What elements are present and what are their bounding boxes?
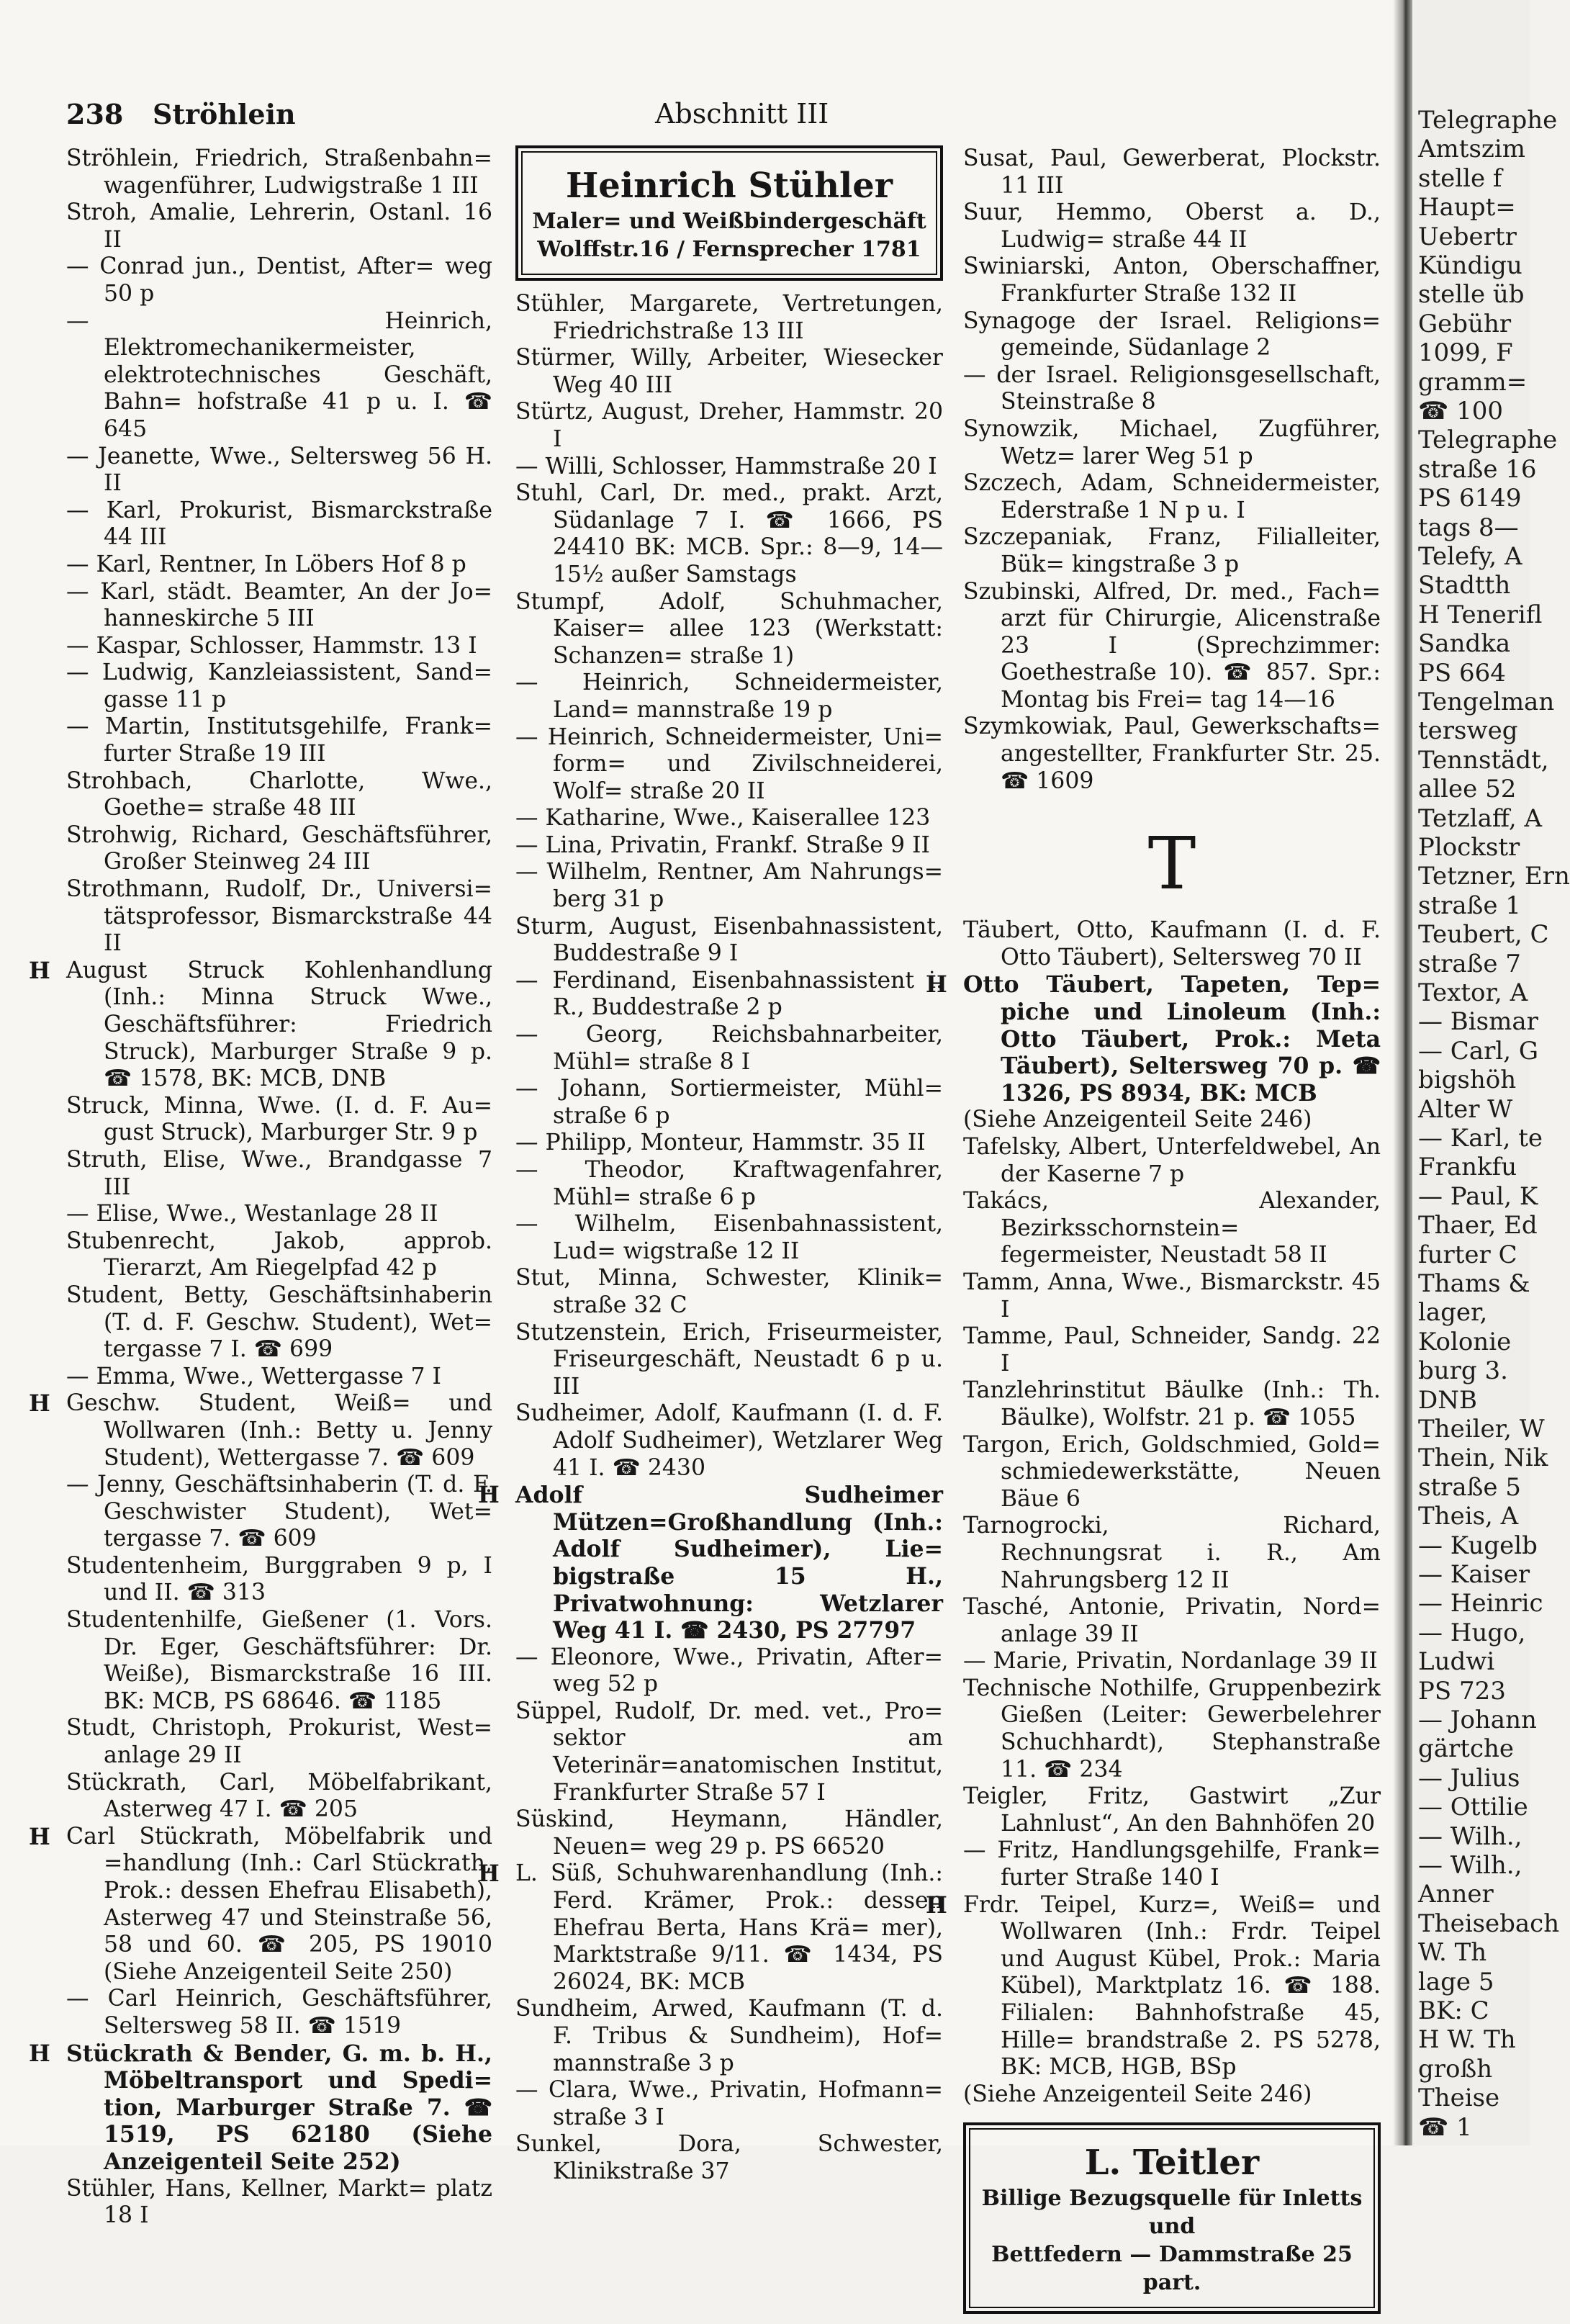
business-entry: H Frdr. Teipel, Kurz=, Weiß= und Wollwaren (Inh.: Frdr. Teipel und August Kübel, Prok.: Maria Kübel), Marktplatz 16. ☎ 188. Filialen: Bahnhofstraße 45, Hille= brandstraße 2. PS 5278, BK: MCB, HGB, BSp bbox=[963, 1892, 1381, 2081]
directory-entry: Stuhl, Carl, Dr. med., prakt. Arzt, Südanlage 7 I. ☎ 1666, PS 24410 BK: MCB. Spr.: 8—9, 14—15½ außer Samstags bbox=[515, 480, 943, 587]
directory-entry: Stückrath, Carl, Möbelfabrikant, Asterweg 47 I. ☎ 205 bbox=[66, 1769, 492, 1823]
advert-line: Bettfedern — Dammstraße 25 part. bbox=[991, 2242, 1353, 2296]
advert-name: Heinrich Stühler bbox=[565, 166, 893, 206]
next-page-fragment: Thein, Nik bbox=[1418, 1444, 1548, 1473]
column-3-s-entries bbox=[963, 145, 1381, 795]
next-page-fragment: Telegraphe bbox=[1418, 106, 1558, 135]
directory-entry: (Siehe Anzeigenteil Seite 246) bbox=[963, 2081, 1312, 2107]
section-heading: Abschnitt III bbox=[655, 98, 829, 130]
next-page-fragment: allee 52 bbox=[1418, 775, 1517, 804]
directory-entry: (Siehe Anzeigenteil Seite 246) bbox=[963, 1107, 1312, 1133]
next-page-fragment: DNB bbox=[1418, 1385, 1477, 1415]
directory-entry: Struth, Elise, Wwe., Brandgasse 7 III bbox=[66, 1146, 492, 1200]
directory-entry: — Jenny, Geschäftsinhaberin (T. d. F. Geschwister Student), Wet= tergasse 7. ☎ 609 bbox=[66, 1472, 492, 1552]
directory-entry: Studentenheim, Burggraben 9 p, I und II. ☎ 313 bbox=[66, 1552, 492, 1606]
next-page-fragment: ☎ 100 bbox=[1418, 397, 1504, 425]
directory-entry: Stutzenstein, Erich, Friseurmeister, Friseurgeschäft, Neustadt 6 p u. III bbox=[515, 1319, 943, 1400]
next-page-fragment: Anner bbox=[1418, 1880, 1494, 1909]
directory-entry: — Heinrich, Schneidermeister, Land= mannstraße 19 p bbox=[515, 670, 943, 723]
advert-name: L. Teitler bbox=[1084, 2143, 1260, 2184]
directory-entry: — Karl, Prokurist, Bismarckstraße 44 III bbox=[66, 497, 492, 551]
directory-entry: Täubert, Otto, Kaufmann (I. d. F. Otto Täubert), Seltersweg 70 II bbox=[963, 917, 1381, 970]
directory-entry: Tarnogrocki, Richard, Rechnungsrat i. R., Am Nahrungsberg 12 II bbox=[963, 1513, 1381, 1593]
directory-entry: — Ferdinand, Eisenbahnassistent i. R., Buddestraße 2 p bbox=[515, 967, 943, 1021]
directory-entry: Strohwig, Richard, Geschäftsführer, Großer Steinweg 24 III bbox=[66, 821, 492, 875]
directory-entry: Strohbach, Charlotte, Wwe., Goethe= straße 48 III bbox=[66, 767, 492, 821]
directory-entry: — Martin, Institutsgehilfe, Frank= furter Straße 19 III bbox=[66, 713, 492, 767]
directory-entry: Technische Nothilfe, Gruppenbezirk Gießen (Leiter: Gewerbelehrer Schuchhardt), Stephanstraße 11. ☎ 234 bbox=[963, 1675, 1381, 1783]
next-page-fragment: Alter W bbox=[1418, 1094, 1513, 1124]
column-3 bbox=[963, 145, 1381, 2324]
directory-entry: — Wilhelm, Eisenbahnassistent, Lud= wigstraße 12 II bbox=[515, 1211, 943, 1264]
next-page-fragment: PS 664 bbox=[1418, 658, 1506, 688]
directory-entry: Strothmann, Rudolf, Dr., Universi= tätsprofessor, Bismarckstraße 44 II bbox=[66, 876, 492, 957]
next-page-fragment: — Wilh., bbox=[1418, 1821, 1522, 1851]
next-page-fragment: — Ottilie bbox=[1418, 1793, 1528, 1822]
directory-entry: Student, Betty, Geschäftsinhaberin (T. d. F. Geschw. Student), Wet= tergasse 7 I. ☎ 699 bbox=[66, 1282, 492, 1363]
running-head: Ströhlein bbox=[153, 98, 296, 130]
directory-entry: Ströhlein, Friedrich, Straßenbahn= wagenführer, Ludwigstraße 1 III bbox=[66, 145, 492, 199]
directory-entry: Susat, Paul, Gewerberat, Plockstr. 11 III bbox=[963, 145, 1381, 199]
business-entry: H Carl Stückrath, Möbelfabrik und =handlung (Inh.: Carl Stückrath, Prok.: dessen Ehefrau Elisabeth), Asterweg 47 und Steinstraße 56, 58 und 60. ☎ 205, PS 19010 (Siehe Anzeigenteil Seite 250) bbox=[66, 1824, 492, 1986]
business-entry: H Stückrath & Bender, G. m. b. H., Möbeltransport und Spedi= tion, Marburger Straße 7. ☎ 1519, PS 62180 (Siehe Anzeigenteil Seite 252) bbox=[66, 2040, 492, 2176]
next-page-fragment: Uebertr bbox=[1418, 222, 1517, 251]
business-entry: H L. Süß, Schuhwarenhandlung (Inh.: Ferd. Krämer, Prok.: dessen Ehefrau Berta, Hans Krä= mer), Marktstraße 9/11. ☎ 1434, PS 26024, BK: MCB bbox=[515, 1860, 943, 1996]
next-page-fragment: Ludwi bbox=[1418, 1647, 1495, 1677]
page-number: 238 bbox=[66, 98, 124, 130]
directory-entry: Targon, Erich, Goldschmied, Gold= schmiedewerkstätte, Neuen Bäue 6 bbox=[963, 1431, 1381, 1512]
column-2 bbox=[515, 145, 943, 2186]
directory-entry: Studentenhilfe, Gießener (1. Vors. Dr. Eger, Geschäftsführer: Dr. Weiße), Bismarckstraße 16 III. BK: MCB, PS 68646. ☎ 1185 bbox=[66, 1607, 492, 1714]
directory-entry: — Elise, Wwe., Westanlage 28 II bbox=[66, 1201, 438, 1228]
next-page-fragment: furter C bbox=[1418, 1240, 1517, 1269]
directory-entry: Sunkel, Dora, Schwester, Klinikstraße 37 bbox=[515, 2131, 943, 2184]
directory-entry: — Philipp, Monteur, Hammstr. 35 II bbox=[515, 1130, 926, 1156]
next-page-fragment: stelle üb bbox=[1418, 280, 1525, 310]
next-page-fragment: H W. Th bbox=[1418, 2025, 1516, 2055]
directory-entry: — Clara, Wwe., Privatin, Hofmann= straße 3 I bbox=[515, 2077, 943, 2130]
next-page-fragment: gramm= bbox=[1418, 367, 1528, 397]
directory-entry: — Eleonore, Wwe., Privatin, After= weg 52 p bbox=[515, 1644, 943, 1698]
directory-entry: Tafelsky, Albert, Unterfeldwebel, An der Kaserne 7 p bbox=[963, 1134, 1381, 1187]
directory-entry: Szczech, Adam, Schneidermeister, Ederstraße 1 N p u. I bbox=[963, 470, 1381, 523]
next-page-fragment: großh bbox=[1418, 2054, 1493, 2084]
directory-entry: Stürmer, Willy, Arbeiter, Wiesecker Weg 40 III bbox=[515, 345, 943, 398]
directory-entry: — Ludwig, Kanzleiassistent, Sand= gasse 11 p bbox=[66, 659, 492, 713]
directory-entry: Süskind, Heymann, Händler, Neuen= weg 29 p. PS 66520 bbox=[515, 1806, 943, 1860]
next-page-fragment: Theis, A bbox=[1418, 1502, 1519, 1531]
next-page-fragment: straße 5 bbox=[1418, 1472, 1521, 1502]
directory-entry: — Willi, Schlosser, Hammstraße 20 I bbox=[515, 453, 937, 479]
directory-entry: Synagoge der Israel. Religions= gemeinde, Südanlage 2 bbox=[963, 307, 1381, 361]
book-gutter bbox=[1393, 0, 1415, 2145]
business-entry: H Otto Täubert, Tapeten, Tep= piche und Linoleum (Inh.: Otto Täubert, Prok.: Meta Täubert), Seltersweg 70 p. ☎ 1326, PS 8934, BK: MCB bbox=[963, 971, 1381, 1107]
next-page-fragment: straße 7 bbox=[1418, 949, 1521, 978]
directory-entry: — Theodor, Kraftwagenfahrer, Mühl= straße 6 p bbox=[515, 1157, 943, 1210]
next-page-fragment: Tetzlaff, A bbox=[1418, 803, 1542, 833]
next-page-fragment: Kolonie bbox=[1418, 1327, 1512, 1356]
advert-line: Billige Bezugsquelle für Inletts und bbox=[981, 2186, 1363, 2240]
next-page-fragment: Tetzner, Ern bbox=[1418, 862, 1570, 891]
directory-entry: — Wilhelm, Rentner, Am Nahrungs= berg 31 p bbox=[515, 859, 943, 913]
directory-entry: Stubenrecht, Jakob, approb. Tierarzt, Am Riegelpfad 42 p bbox=[66, 1228, 492, 1282]
next-page-fragment: Telegraphe bbox=[1418, 425, 1558, 455]
directory-entry: — Conrad jun., Dentist, After= weg 50 p bbox=[66, 253, 492, 307]
directory-entry: Sturm, August, Eisenbahnassistent, Buddestraße 9 I bbox=[515, 913, 943, 967]
next-page-fragment: Tennstädt, bbox=[1418, 745, 1549, 775]
directory-entry: Studt, Christoph, Prokurist, West= anlage 29 II bbox=[66, 1715, 492, 1769]
directory-entry: — Karl, städt. Beamter, An der Jo= hanneskirche 5 III bbox=[66, 578, 492, 632]
next-page-edge bbox=[1412, 0, 1570, 2145]
next-page-fragment: stelle f bbox=[1418, 163, 1502, 193]
directory-entry: — Carl Heinrich, Geschäftsführer, Seltersweg 58 II. ☎ 1519 bbox=[66, 1986, 492, 2039]
next-page-fragment: — Heinric bbox=[1418, 1589, 1543, 1618]
next-page-fragment: tersweg bbox=[1418, 716, 1518, 746]
column-1 bbox=[66, 145, 492, 2230]
directory-entry: — Emma, Wwe., Wettergasse 7 I bbox=[66, 1363, 441, 1390]
directory-entry: — Karl, Rentner, In Löbers Hof 8 p bbox=[66, 551, 466, 577]
next-page-fragment: — Julius bbox=[1418, 1763, 1520, 1793]
directory-entry: — Marie, Privatin, Nordanlage 39 II bbox=[963, 1648, 1378, 1675]
next-page-fragment: straße 1 bbox=[1418, 891, 1521, 920]
column-2-entries bbox=[515, 291, 943, 2186]
next-page-fragment: Theise bbox=[1418, 2084, 1500, 2113]
directory-entry: — Georg, Reichsbahnarbeiter, Mühl= straße 8 I bbox=[515, 1022, 943, 1075]
directory-entry: Szymkowiak, Paul, Gewerkschafts= angestellter, Frankfurter Str. 25. ☎ 1609 bbox=[963, 713, 1381, 794]
directory-entry: Tamm, Anna, Wwe., Bismarckstr. 45 I bbox=[963, 1269, 1381, 1323]
advert-line: Wolffstr.16 / Fernsprecher 1781 bbox=[537, 237, 921, 262]
next-page-fragment: Telefy, A bbox=[1418, 542, 1522, 571]
directory-entry: Suur, Hemmo, Oberst a. D., Ludwig= straße 44 II bbox=[963, 199, 1381, 253]
directory-entry: — Lina, Privatin, Frankf. Straße 9 II bbox=[515, 832, 930, 858]
section-letter: T bbox=[1147, 821, 1196, 906]
directory-entry: Stürtz, August, Dreher, Hammstr. 20 I bbox=[515, 399, 943, 452]
next-page-fragment: ☎ 1 bbox=[1418, 2112, 1472, 2142]
directory-entry: Struck, Minna, Wwe. (I. d. F. Au= gust Struck), Marburger Str. 9 p bbox=[66, 1092, 492, 1146]
next-page-fragment: burg 3. bbox=[1418, 1356, 1508, 1386]
directory-entry: — Heinrich, Schneidermeister, Uni= form= und Zivilschneiderei, Wolf= straße 20 II bbox=[515, 724, 943, 804]
next-page-fragment: straße 16 bbox=[1418, 454, 1537, 484]
next-page-fragment: — Kugelb bbox=[1418, 1531, 1538, 1560]
next-page-fragment: lage 5 bbox=[1418, 1967, 1494, 1996]
next-page-fragment: Kündigu bbox=[1418, 251, 1522, 280]
directory-entry: — der Israel. Religionsgesellschaft, Steinstraße 8 bbox=[963, 361, 1381, 415]
next-page-fragment: Thaer, Ed bbox=[1418, 1211, 1538, 1240]
next-page-fragment: — Carl, G bbox=[1418, 1036, 1538, 1066]
next-page-fragment: PS 6149 bbox=[1418, 484, 1522, 513]
directory-entry: Swiniarski, Anton, Oberschaffner, Frankfurter Straße 132 II bbox=[963, 253, 1381, 307]
next-page-fragment: Gebühr bbox=[1418, 309, 1512, 338]
directory-entry: Szczepaniak, Franz, Filialleiter, Bük= kingstraße 3 p bbox=[963, 524, 1381, 577]
next-page-fragment: gärtche bbox=[1418, 1734, 1515, 1764]
advert-teitler bbox=[963, 2122, 1381, 2314]
next-page-fragment: Theisebach bbox=[1418, 1909, 1560, 1938]
next-page-fragment: BK: C bbox=[1418, 1996, 1489, 2025]
directory-entry: Takács, Alexander, Bezirksschornstein= fegermeister, Neustadt 58 II bbox=[963, 1188, 1381, 1269]
next-page-fragment: Plockstr bbox=[1418, 833, 1520, 862]
directory-entry: Szubinski, Alfred, Dr. med., Fach= arzt für Chirurgie, Alicenstraße 23 I (Sprechzimmer: Goethestraße 10). ☎ 857. Spr.: Montag bis Frei= tag 14—16 bbox=[963, 578, 1381, 713]
advert-line: Maler= und Weißbindergeschäft bbox=[532, 209, 926, 234]
next-page-fragment: Thams & bbox=[1418, 1269, 1530, 1298]
directory-entry: Stühler, Margarete, Vertretungen, Friedrichstraße 13 III bbox=[515, 291, 943, 344]
next-page-fragment: Haupt= bbox=[1418, 193, 1516, 222]
next-page-fragment: 1099, F bbox=[1418, 338, 1513, 368]
directory-entry: — Kaspar, Schlosser, Hammstr. 13 I bbox=[66, 632, 477, 659]
next-page-fragment: — Kaiser bbox=[1418, 1560, 1530, 1589]
directory-entry: Stumpf, Adolf, Schuhmacher, Kaiser= allee 123 (Werkstatt: Schanzen= straße 1) bbox=[515, 588, 943, 669]
next-page-fragment: Stadtth bbox=[1418, 571, 1511, 600]
next-page-fragment: Frankfu bbox=[1418, 1153, 1517, 1182]
directory-entry: Stut, Minna, Schwester, Klinik= straße 32 C bbox=[515, 1265, 943, 1318]
next-page-fragment: — Johann bbox=[1418, 1706, 1537, 1734]
column-3-t-entries bbox=[963, 917, 1381, 2108]
business-entry: H Geschw. Student, Weiß= und Wollwaren (Inh.: Betty u. Jenny Student), Wettergasse 7. ☎ 609 bbox=[66, 1390, 492, 1472]
directory-entry: — Jeanette, Wwe., Seltersweg 56 H. II bbox=[66, 443, 492, 497]
directory-entry: Tanzlehrinstitut Bäulke (Inh.: Th. Bäulke), Wolfstr. 21 p. ☎ 1055 bbox=[963, 1377, 1381, 1431]
directory-entry: Teigler, Fritz, Gastwirt „Zur Lahnlust“, An den Bahnhöfen 20 bbox=[963, 1783, 1381, 1837]
next-page-fragment: PS 723 bbox=[1418, 1676, 1506, 1706]
business-entry: H August Struck Kohlenhandlung (Inh.: Minna Struck Wwe., Geschäftsführer: Friedrich Struck), Marburger Straße 9 p. ☎ 1578, BK: MCB, DNB bbox=[66, 958, 492, 1093]
directory-entry: Synowzik, Michael, Zugführer, Wetz= larer Weg 51 p bbox=[963, 415, 1381, 469]
next-page-fragment: tags 8— bbox=[1418, 513, 1519, 542]
next-page-fragment: Theiler, W bbox=[1418, 1415, 1545, 1444]
next-page-fragment: Teubert, C bbox=[1418, 920, 1549, 950]
directory-entry: — Fritz, Handlungsgehilfe, Frank= furter Straße 140 I bbox=[963, 1837, 1381, 1891]
directory-entry: — Johann, Sortiermeister, Mühl= straße 6 p bbox=[515, 1076, 943, 1129]
directory-entry: Tasché, Antonie, Privatin, Nord= anlage 39 II bbox=[963, 1594, 1381, 1647]
next-page-fragment: W. Th bbox=[1418, 1938, 1487, 1968]
next-page-fragment: — Hugo, bbox=[1418, 1618, 1526, 1647]
directory-entry: Stroh, Amalie, Lehrerin, Ostanl. 16 II bbox=[66, 199, 492, 253]
advert-heinrich-stuehler bbox=[515, 145, 943, 281]
directory-entry: Sudheimer, Adolf, Kaufmann (I. d. F. Adolf Sudheimer), Wetzlarer Weg 41 I. ☎ 2430 bbox=[515, 1400, 943, 1481]
next-page-fragment: — Karl, te bbox=[1418, 1124, 1543, 1153]
directory-entry: Tamme, Paul, Schneider, Sandg. 22 I bbox=[963, 1323, 1381, 1377]
next-page-fragment: — Paul, K bbox=[1418, 1181, 1538, 1211]
next-page-fragment: lager, bbox=[1418, 1298, 1488, 1328]
directory-entry: — Heinrich, Elektromechanikermeister, elektrotechnisches Geschäft, Bahn= hofstraße 41 p u. I. ☎ 645 bbox=[66, 307, 492, 442]
directory-entry: Stühler, Hans, Kellner, Markt= platz 18 I bbox=[66, 2175, 492, 2229]
directory-entry: Süppel, Rudolf, Dr. med. vet., Pro= sektor am Veterinär=anatomischen Institut, Frankfurter Straße 57 I bbox=[515, 1698, 943, 1806]
next-page-fragment: Textor, A bbox=[1418, 978, 1528, 1007]
directory-entry: — Katharine, Wwe., Kaiserallee 123 bbox=[515, 805, 931, 832]
next-page-fragment: Sandka bbox=[1418, 629, 1511, 659]
next-page-fragment: — Bismar bbox=[1418, 1007, 1538, 1037]
next-page-fragment: — Wilh., bbox=[1418, 1851, 1522, 1880]
directory-entry: Sundheim, Arwed, Kaufmann (T. d. F. Tribus & Sundheim), Hof= mannstraße 3 p bbox=[515, 1996, 943, 2076]
next-page-fragment: Tengelman bbox=[1418, 688, 1555, 716]
next-page-fragment: H Tenerifl bbox=[1418, 600, 1543, 629]
business-entry: H Adolf Sudheimer Mützen=Großhandlung (Inh.: Adolf Sudheimer), Lie= bigstraße 15 H., Privatwohnung: Wetzlarer Weg 41 I. ☎ 2430, PS 27797 bbox=[515, 1482, 943, 1644]
next-page-fragment: bigshöh bbox=[1418, 1066, 1517, 1095]
next-page-fragment: Amtszim bbox=[1418, 135, 1525, 164]
